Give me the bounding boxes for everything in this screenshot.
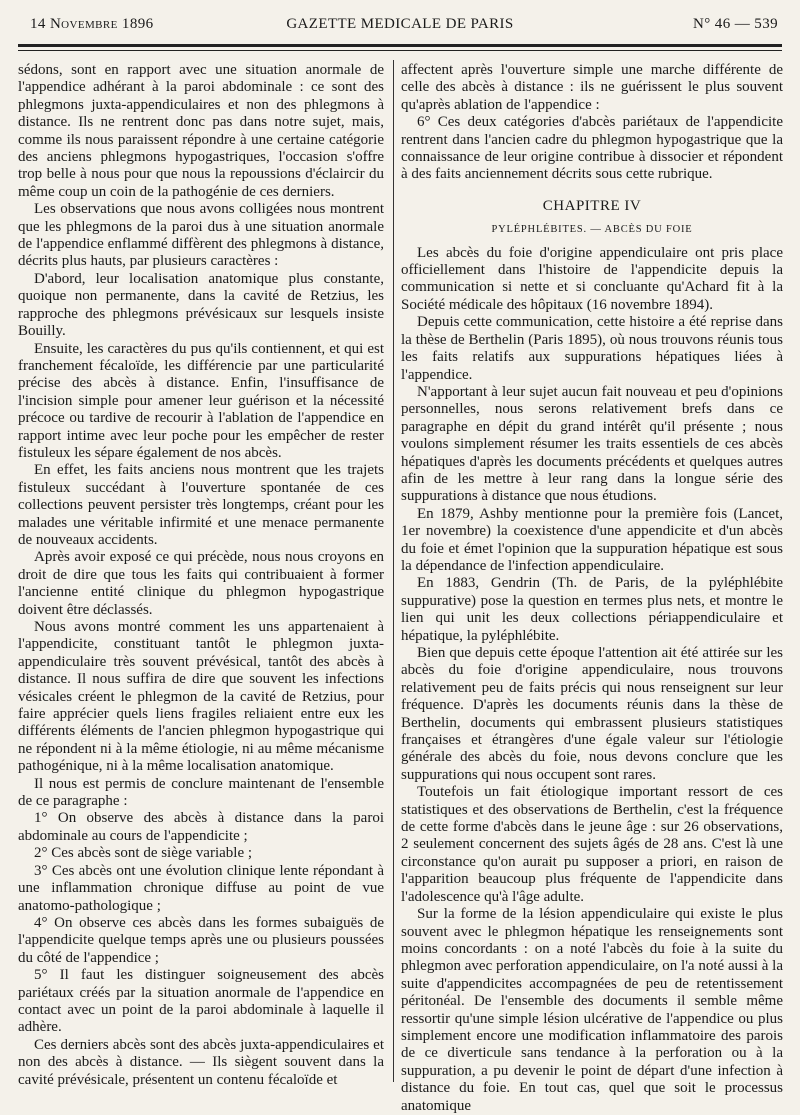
page-header bbox=[22, 16, 778, 38]
paragraph: En 1879, Ashby mentionne pour la première fois (Lancet, 1er novembre) la coexistence d'une appendicite et d'un abcès du foie et émet l'opinion que la suppuration hépatique est sous la dépendance de l'infection appendiculaire. bbox=[401, 505, 783, 574]
paragraph: Les abcès du foie d'origine appendiculaire ont pris place officiellement dans l'histoire de l'appendicite depuis la communication si nette et si concluante qu'Achard fit à la Société médicale des hôpitaux (16 novembre 1894). bbox=[401, 244, 783, 313]
paragraph: N'apportant à leur sujet aucun fait nouveau et peu d'opinions personnelles, nous serons relativement brefs dans ce paragraphe en dépit du grand intérêt qu'il présente ; nous voulons simplement résumer les traits essentiels de ces abcès hépatiques d'après les documents précédents et quelques autres afin de les mettre à leur rang dans la longue série des suppurations à distance que nous étudions. bbox=[401, 383, 783, 505]
paragraph: affectent après l'ouverture simple une marche différente de celle des abcès à distance : ils ne guérissent le plus souvent qu'après ablation de l'appendice : bbox=[401, 62, 783, 113]
paragraph: Ces derniers abcès sont des abcès juxta-appendiculaires et non des abcès à distance. — Ils siègent souvent dans la cavité prévésicale, présentent un contenu fécaloïde et bbox=[18, 1036, 384, 1088]
column-divider bbox=[393, 60, 394, 1082]
conclusion-item: 1° On observe des abcès à distance dans la paroi abdominale au cours de l'appendicite ; bbox=[18, 810, 384, 844]
paragraph: Ensuite, les caractères du pus qu'ils contiennent, et qui est franchement fécaloïde, les différencie par une particularité précise des abcès à distance. Enfin, l'insuffisance de l'incision simple pour amener leur guérison et la nécessité précoce ou tardive de recourir à l'ablation de l'appendice en rapport intime avec leur poche pour les empêcher de rester fistuleux les sépare également de nos abcès. bbox=[18, 340, 384, 461]
paragraph: Toutefois un fait étiologique important ressort de ces statistiques et des observations de Berthelin, c'est la fréquence de cette forme d'abcès dans le jeune âge : sur 26 observations, 2 seulement concernent des sujets âgés de 28 ans. C'est là une circonstance qu'on aurait pu supposer a priori, en raison de l'apparition beaucoup plus fréquente de l'appendicite dans l'adolescence qu'à l'âge adulte. bbox=[401, 784, 783, 905]
conclusion-item: 6° Ces deux catégories d'abcès pariétaux de l'appendicite rentrent dans l'ancien cadre du phlegmon hypogastrique que la connaissance de leur origine contribue à dissocier et répondent à des faits anciennement décrits sous cette rubrique. bbox=[401, 114, 783, 183]
paragraph: Bien que depuis cette époque l'attention ait été attirée sur les abcès du foie d'origine appendiculaire, nous trouvons relativement peu de faits précis qui nous renseignent sur leur fréquence. D'après les documents réunis dans la thèse de Berthelin, documents qui embrassent plusieurs statistiques françaises et étrangères d'une égale valeur sur l'étiologie générale des abcès du foie, nous devons conclure que les suppurations qui nous occupent sont rares. bbox=[401, 645, 783, 783]
paragraph: Après avoir exposé ce qui précède, nous nous croyons en droit de dire que tous les faits qui contribuaient à former l'ancienne entité clinique du phlegmon hypogastrique doivent être déclassés. bbox=[18, 549, 384, 618]
conclusion-item: 2° Ces abcès sont de siège variable ; bbox=[34, 845, 253, 862]
right-column bbox=[401, 62, 783, 1114]
paragraph: D'abord, leur localisation anatomique plus constante, quoique non permanente, dans la cavité de Retzius, les rapproche des phlegmons prévésicaux sur lesquels insiste Bouilly. bbox=[18, 270, 384, 340]
paragraph: Il nous est permis de conclure maintenant de l'ensemble de ce paragraphe : bbox=[18, 775, 384, 810]
issue-and-page-number: N° 46 — 539 bbox=[693, 16, 778, 32]
paragraph: En 1883, Gendrin (Th. de Paris, de la pyléphlébite suppurative) pose la question en termes plus nets, et montre le lien qui unit les deux collections périappendiculaire et hépatique, la pyléphlébite. bbox=[401, 575, 783, 644]
conclusion-item: 5° Il faut les distinguer soigneusement des abcès pariétaux créés par la situation anormale de l'appendice en contact avec un point de la paroi abdominale à laquelle il adhère. bbox=[18, 967, 384, 1036]
conclusion-item: 3° Ces abcès ont une évolution clinique lente répondant à une inflammation chronique diffuse au point de vue anatomo-pathologique ; bbox=[18, 862, 384, 914]
chapter-subtitle: PYLÉPHLÉBITES. — ABCÈS DU FOIE bbox=[491, 224, 693, 236]
header-thin-rule bbox=[18, 50, 782, 51]
paragraph: En effet, les faits anciens nous montrent que les trajets fistuleux succédant à l'ouverture spontanée de ces collections peuvent persister très longtemps, créant pour les malades une véritable infirmité et une menace permanente de nouveaux accidents. bbox=[18, 462, 384, 548]
header-thick-rule bbox=[18, 44, 782, 47]
paragraph: sédons, sont en rapport avec une situation anormale de l'appendice adhérant à la paroi abdominale : ce sont des phlegmons juxta-appendiculaires et non des phlegmons à distance. Ils ne rentrent donc pas dans notre sujet, mais, comme ils nous paraissent répondre à une certaine catégorie des anciens phlegmons hypogastriques, l'occasion s'offre trop belle à nous pour que nous la repoussions d'éclaircir du même coup un coin de la pathogénie de ces derniers. bbox=[18, 62, 384, 200]
paragraph: Nous avons montré comment les uns appartenaient à l'appendicite, constituant tantôt le phlegmon juxta-appendiculaire très souvent prévésical, tantôt des abcès à distance. Il nous suffira de dire que souvent les infections vésicales créent le phlegmon de la cavité de Retzius, pour faire apprécier quels liens fragiles reliaient entre eux les différents éléments de l'ancien phlegmon hypogastrique qui ne répondent ni à la même étiologie, ni au même mécanisme pathogénique, ni à la même localisation anatomique. bbox=[18, 619, 384, 775]
chapter-heading: CHAPITRE IV bbox=[542, 197, 642, 214]
journal-title: GAZETTE MEDICALE DE PARIS bbox=[286, 16, 514, 32]
paragraph: Les observations que nous avons colligées nous montrent que les phlegmons de la paroi dus à une situation anormale de l'appendice enflammé diffèrent des phlegmons à distance, décrits plus hauts, par plusieurs caractères : bbox=[18, 201, 384, 270]
paragraph: Sur la forme de la lésion appendiculaire qui existe le plus souvent avec le phlegmon hépatique les renseignements sont moins concordants : on a noté l'abcès du foie à la suite du phlegmon avec perforation appendiculaire, on l'a noté aussi à la suite d'appendicites accompagnées de peu de retentissement péritonéal. De l'ensemble des documents il semble même ressortir qu'une simple lésion ulcérative de l'appendice ou plus simplement encore une modification inflammatoire des parois de ce diverticule sans tendance à la perforation ou à la suppuration, a pu devenir le point de départ d'une infection à distance du foie. En tout cas, quel que soit le processus anatomique bbox=[401, 906, 783, 1114]
issue-date: 14 Novembre 1896 bbox=[30, 16, 154, 32]
left-column bbox=[18, 62, 384, 1088]
conclusion-item: 4° On observe ces abcès dans les formes subaiguës de l'appendicite quelque temps après une ou plusieurs poussées du côté de l'appendice ; bbox=[18, 914, 384, 966]
paragraph: Depuis cette communication, cette histoire a été reprise dans la thèse de Berthelin (Paris 1895), où nous trouvons réunis tous les faits relatifs aux suppurations hépatiques liées à l'appendice. bbox=[401, 314, 783, 383]
